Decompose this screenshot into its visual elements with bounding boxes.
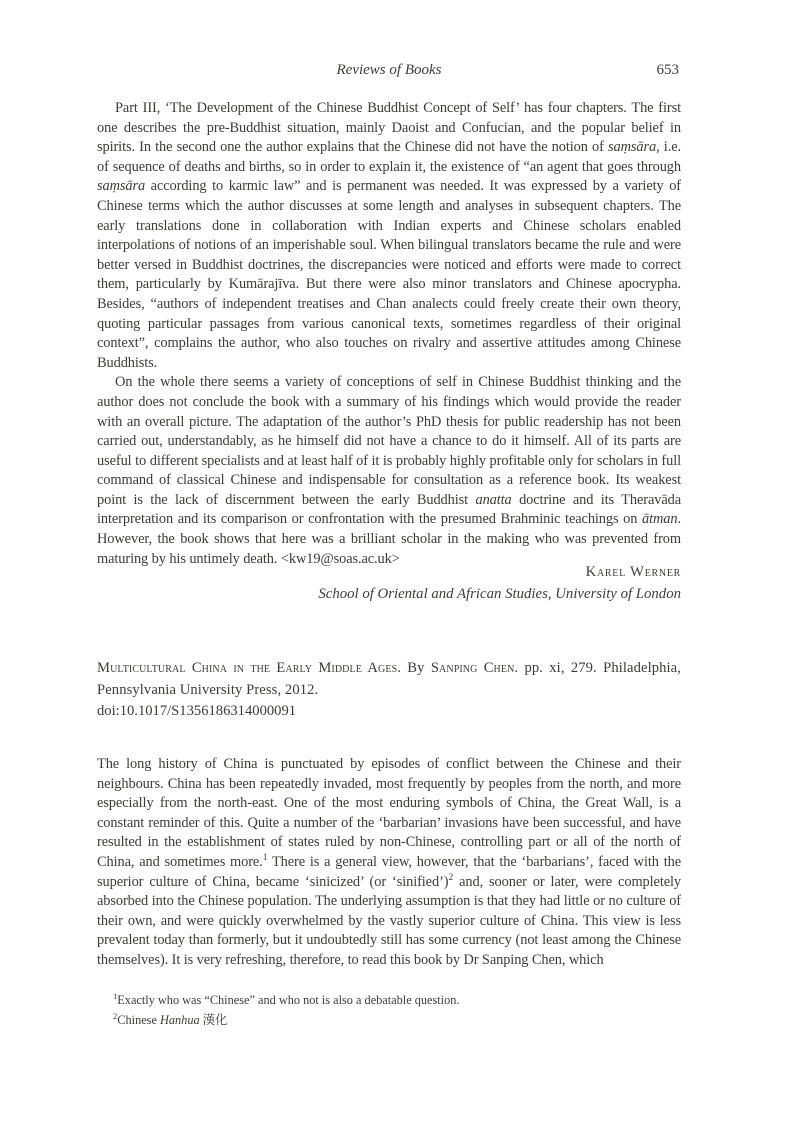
footnote-ref: 1: [262, 853, 268, 864]
text-segment: . pp. xi, 279. Philadelphia, Pennsylvania University Press, 2012.: [97, 660, 682, 698]
reviewer-affiliation: School of Oriental and African Studies, University of London: [318, 585, 681, 602]
text-segment: anatta: [475, 491, 512, 508]
text-segment: Exactly who was “Chinese” and who not is also a debatable question.: [117, 993, 460, 1007]
doi-line: doi:10.1017/S1356186314000091: [97, 703, 297, 720]
footnote-marker: 2: [113, 1010, 118, 1021]
reviewer-name: Karel Werner: [585, 564, 681, 580]
text-segment: 漢化: [199, 1012, 228, 1027]
book-heading: [97, 658, 681, 701]
text-segment: doctrine and its Theravāda interpretation and its comparison or confrontation with the presumed Brahminic teachings on: [97, 491, 681, 528]
review-signature: [97, 564, 681, 603]
page-number: 653: [656, 62, 679, 78]
text-segment: Chinese: [117, 1012, 160, 1027]
text-segment: according to karmic law” and is permanent was needed. It was expressed by a variety of Chinese terms which the author discusses at some length and analyses in subsequent chapters. The early translations done in collaboration with Indian experts and Chinese scholars enabled interpolations of notions of an imperishable soul. When bilingual translators became the rule and were better versed in Buddhist doctrines, the discrepancies were noticed and efforts were made to correct them, particularly by Kumārajīva. But there were also minor translators and Chinese apocrypha. Besides, “authors of independent treatises and Chan analects could freely create their own theory, quoting particular passages from various canonical texts, sometimes regardless of their original context”, complains the author, who also touches on rivalry and assertive attitudes among Chinese Buddhists.: [97, 178, 681, 371]
text-segment: , i.e. of sequence of deaths and births, so in order to explain it, the existence of “an agent that goes through: [97, 139, 681, 175]
footnote-line: [97, 1011, 681, 1031]
review-current-text: [97, 755, 681, 971]
review-previous-text: [97, 99, 681, 569]
review-paragraph: [97, 99, 681, 373]
footnote-ref: 2: [448, 872, 454, 883]
text-segment: ātman: [642, 511, 678, 528]
review-paragraph: [97, 373, 681, 569]
footnote-marker: 1: [113, 990, 118, 1001]
review-paragraph: [97, 755, 681, 971]
text-segment: . However, the book shows that here was a brilliant scholar in the making who was prevented from maturing by his untimely death. <kw19@soas.ac.uk>: [97, 511, 681, 567]
text-segment: Part III, ‘The Development of the Chinese Buddhist Concept of Self’ has four chapters. The first one describes the pre-Buddhist situation, mainly Daoist and Confucian, and the popular belief in spirits. In the second one the author explains that the Chinese did not have the notion of: [97, 100, 681, 156]
text-segment: . By: [397, 660, 431, 676]
footnotes: [97, 991, 681, 1031]
page-header: [97, 62, 681, 79]
running-title: Reviews of Books: [336, 62, 442, 78]
text-segment: and, sooner or later, were completely absorbed into the Chinese population. The underlying assumption is that they had little or no culture of their own, and were quickly overwhelmed by the vastly superior culture of China. This view is less prevalent today than formerly, but it undoubtedly still has some currency (not least among the Chinese themselves). It is very refreshing, therefore, to read this book by Dr Sanping Chen, which: [97, 873, 681, 968]
text-segment: There is a general view, however, that the ‘barbarians’, faced with the superior culture of China, became ‘sinicized’ (or ‘sinified’): [97, 853, 681, 890]
book-heading-block: [97, 658, 681, 723]
text-segment: On the whole there seems a variety of conceptions of self in Chinese Buddhist thinking and the author does not conclude the book with a summary of his findings which would provide the reader with an overall picture. The adaptation of the author’s PhD thesis for public readership has not been carried out, understandably, as he himself did not have a chance to do it himself. All of its parts are useful to different specialists and at least half of it is probably highly profitable only for scholars in full command of classical Chinese and indispensable for consultation as a reference book. Its weakest point is the lack of discernment between the early Buddhist: [97, 374, 681, 508]
text-segment: Sanping Chen: [430, 660, 515, 676]
text-segment: saṃsāra: [608, 139, 657, 156]
text-segment: Multicultural China in the Early Middle Ages: [97, 660, 398, 676]
text-segment: The long history of China is punctuated by episodes of conflict between the Chinese and their neighbours. China has been repeatedly invaded, most frequently by peoples from the north, and more especially from the north-east. One of the most enduring symbols of China, the Great Wall, is a constant reminder of this. Quite a number of the ‘barbarian’ invasions have been successful, and have resulted in the establishment of states ruled by non-Chinese, controlling part or all of the north of China, and sometimes more.: [97, 756, 681, 870]
text-segment: Hanhua: [160, 1012, 200, 1027]
footnote-line: [97, 991, 681, 1011]
text-segment: saṃsāra: [97, 178, 146, 195]
